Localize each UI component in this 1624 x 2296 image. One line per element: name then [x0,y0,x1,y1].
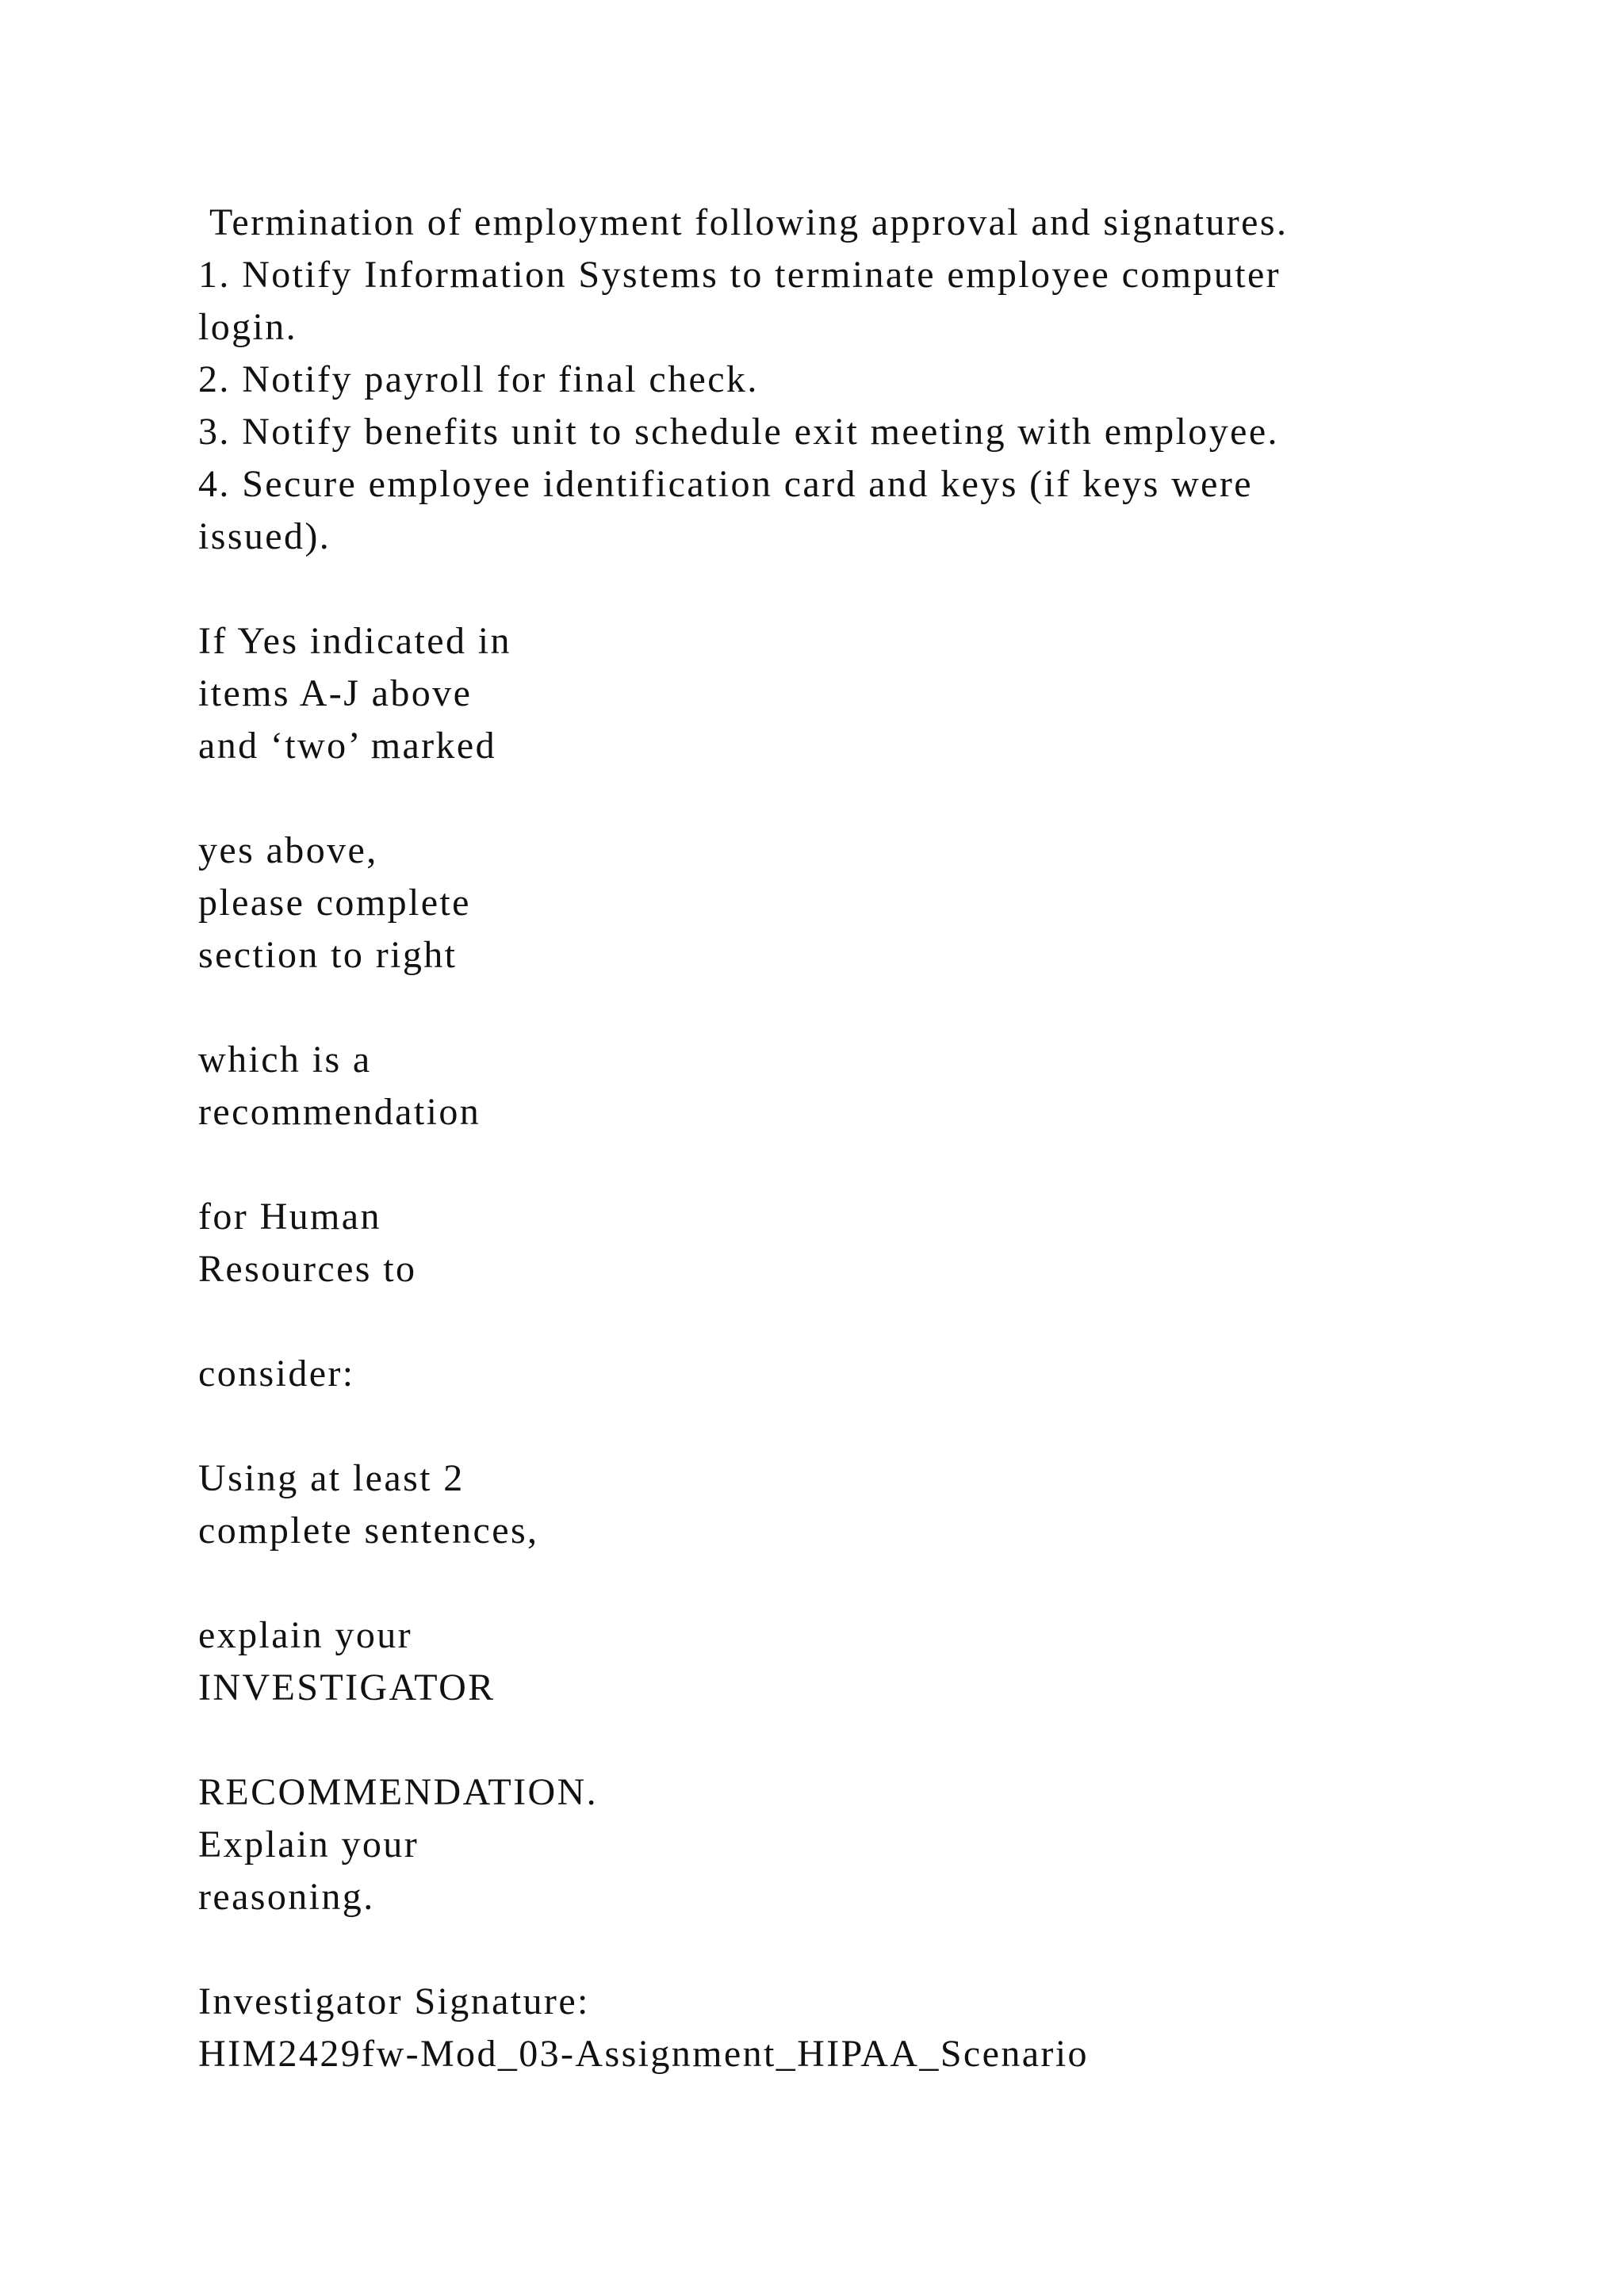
text-line: 4. Secure employee identification card and keys (if keys were [198,463,1253,505]
blank-line [198,1714,1562,1766]
text-line: which is a [198,1039,372,1081]
text-line: login. [198,306,298,348]
text-line: Using at least 2 [198,1457,465,1499]
text-line: 2. Notify payroll for final check. [198,358,759,400]
text-line: explain your [198,1614,413,1656]
blank-line [198,1295,1562,1348]
text-line: for Human [198,1196,381,1238]
text-line: section to right [198,934,458,976]
blank-line [198,1557,1562,1609]
text-line: recommendation [198,1091,481,1133]
text-line: please complete [198,882,471,924]
text-line: consider: [198,1353,355,1395]
text-line: items A-J above [198,672,473,714]
text-line: INVESTIGATOR [198,1667,496,1709]
text-line: reasoning. [198,1876,375,1918]
text-line: and ‘two’ marked [198,725,497,767]
text-line: complete sentences, [198,1510,539,1552]
text-line: 1. Notify Information Systems to terminate employee computer [198,254,1281,296]
text-line: If Yes indicated in [198,620,511,662]
blank-line [198,1138,1562,1191]
text-line: Explain your [198,1823,419,1866]
blank-line [198,1923,1562,1976]
text-line: issued). [198,515,331,557]
document-footer-id: HIM2429fw-Mod_03-Assignment_HIPAA_Scenario [198,2033,1089,2075]
document-text [198,197,1562,2080]
text-line: Termination of employment following approval and signatures. [209,201,1289,243]
signature-label: Investigator Signature: [198,1980,590,2022]
text-line: Resources to [198,1248,417,1290]
blank-line [198,982,1562,1034]
text-line: RECOMMENDATION. [198,1771,598,1813]
text-line: yes above, [198,829,378,871]
blank-line [198,563,1562,615]
text-line: 3. Notify benefits unit to schedule exit meeting with employee. [198,411,1279,453]
blank-line [198,772,1562,825]
blank-line [198,1400,1562,1452]
